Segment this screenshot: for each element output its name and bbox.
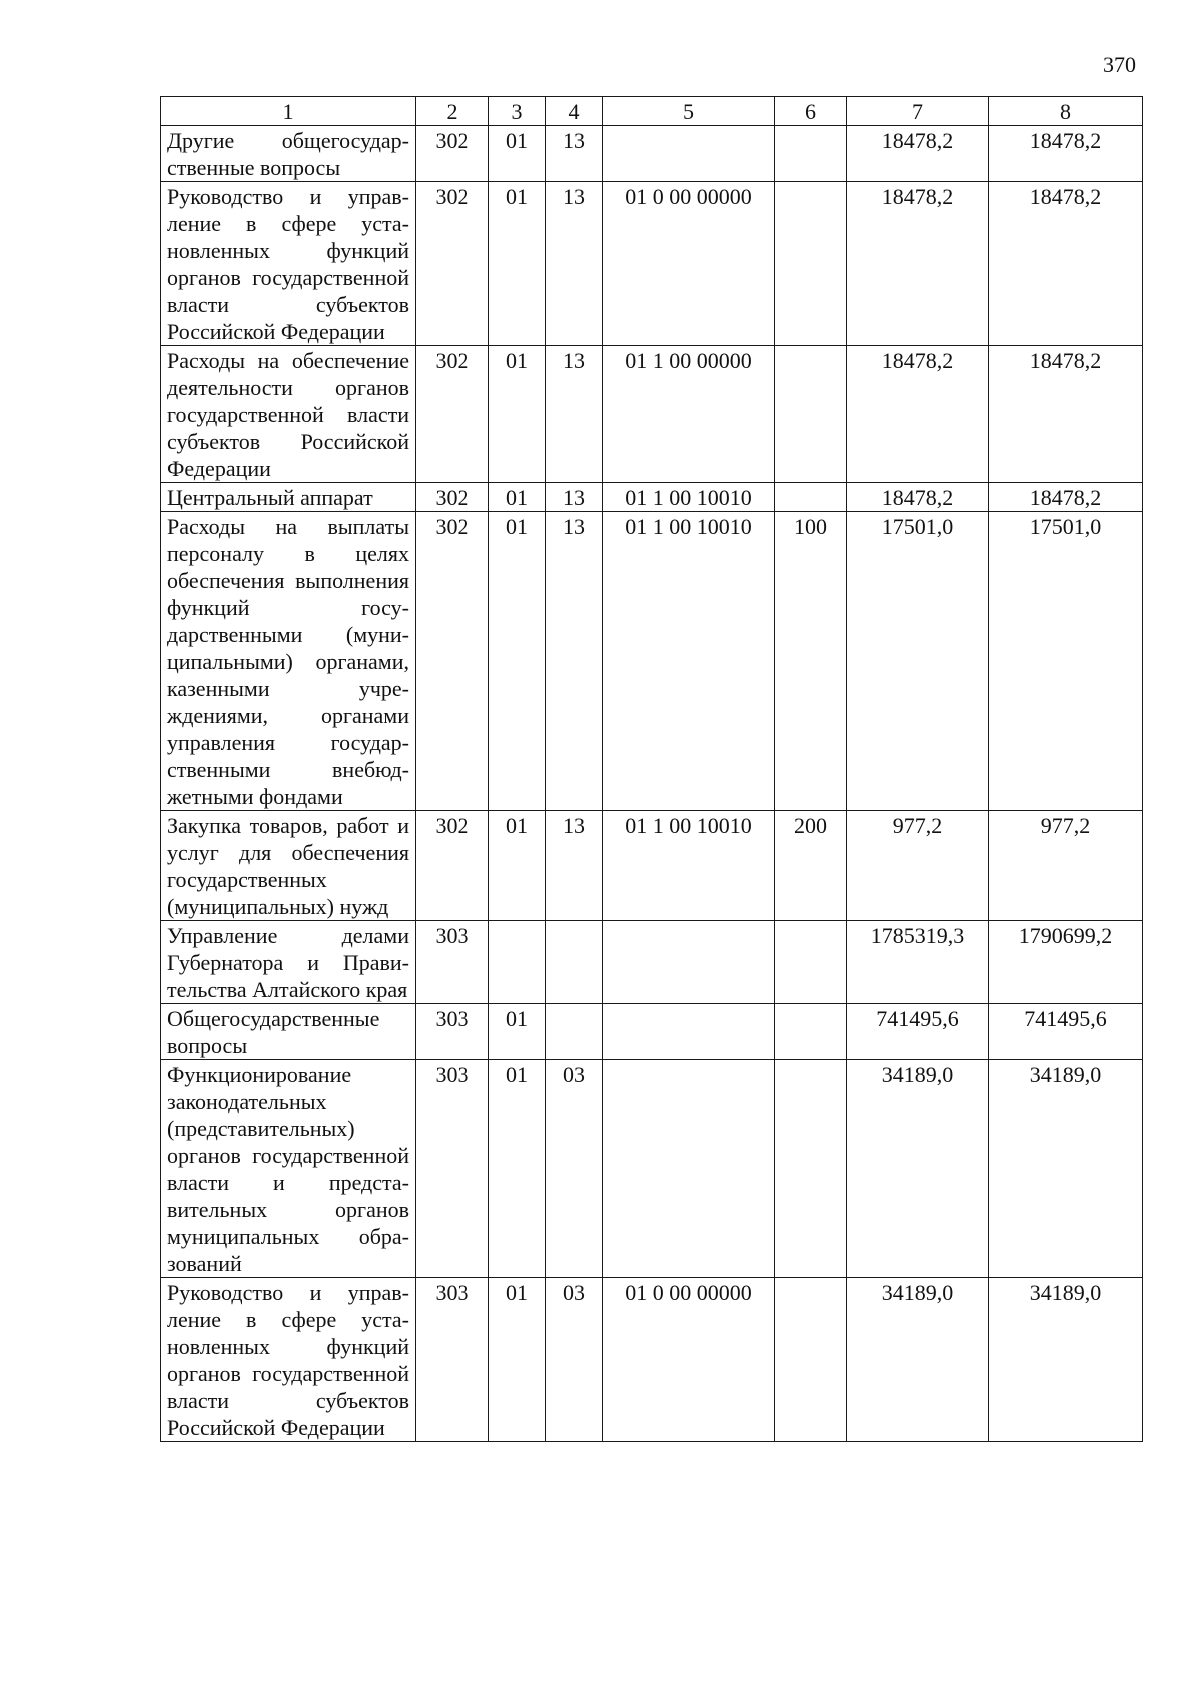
ministry-code-cell: 302 [416, 126, 489, 182]
column-header: 1 [161, 97, 416, 126]
column-header: 3 [489, 97, 546, 126]
table-row [161, 126, 1143, 182]
ministry-code-cell: 302 [416, 512, 489, 811]
amount-cell-col7: 18478,2 [847, 126, 989, 182]
expense-type-cell [775, 126, 847, 182]
subsection-code-cell [546, 921, 603, 1004]
column-header: 8 [989, 97, 1143, 126]
section-code-cell: 01 [489, 346, 546, 483]
column-header: 6 [775, 97, 847, 126]
ministry-code-cell: 302 [416, 811, 489, 921]
column-header: 5 [603, 97, 775, 126]
subsection-code-cell [546, 1004, 603, 1060]
row-name-cell: Центральный аппарат [161, 483, 416, 512]
ministry-code-cell: 303 [416, 1004, 489, 1060]
section-code-cell: 01 [489, 182, 546, 346]
target-article-cell: 01 1 00 10010 [603, 512, 775, 811]
row-name-cell: Другие общегосударственные вопросы [161, 126, 416, 182]
section-code-cell: 01 [489, 811, 546, 921]
subsection-code-cell: 13 [546, 512, 603, 811]
expense-type-cell [775, 346, 847, 483]
amount-cell-col8: 18478,2 [989, 126, 1143, 182]
subsection-code-cell: 13 [546, 483, 603, 512]
expense-type-cell [775, 483, 847, 512]
amount-cell-col8: 18478,2 [989, 346, 1143, 483]
ministry-code-cell: 302 [416, 483, 489, 512]
amount-cell-col8: 977,2 [989, 811, 1143, 921]
column-header: 4 [546, 97, 603, 126]
row-name-cell: Управление делами Губернатора и Правительства Алтайского края [161, 921, 416, 1004]
amount-cell-col8: 34189,0 [989, 1278, 1143, 1442]
amount-cell-col8: 17501,0 [989, 512, 1143, 811]
amount-cell-col7: 977,2 [847, 811, 989, 921]
amount-cell-col7: 34189,0 [847, 1060, 989, 1278]
table-row [161, 921, 1143, 1004]
ministry-code-cell: 303 [416, 1060, 489, 1278]
subsection-code-cell: 03 [546, 1060, 603, 1278]
column-header: 7 [847, 97, 989, 126]
subsection-code-cell: 13 [546, 182, 603, 346]
target-article-cell: 01 0 00 00000 [603, 182, 775, 346]
target-article-cell: 01 0 00 00000 [603, 1278, 775, 1442]
expense-type-cell: 200 [775, 811, 847, 921]
section-code-cell: 01 [489, 1278, 546, 1442]
page-number: 370 [1103, 52, 1136, 77]
section-code-cell: 01 [489, 1060, 546, 1278]
amount-cell-col8: 741495,6 [989, 1004, 1143, 1060]
row-name-cell: Функционирование законодательных (представительных) органов государственной власти и представительных органов муниципальных образований [161, 1060, 416, 1278]
expense-type-cell: 100 [775, 512, 847, 811]
target-article-cell [603, 921, 775, 1004]
expense-type-cell [775, 1060, 847, 1278]
table-header-row [161, 97, 1143, 126]
ministry-code-cell: 302 [416, 182, 489, 346]
amount-cell-col8: 1790699,2 [989, 921, 1143, 1004]
amount-cell-col8: 18478,2 [989, 182, 1143, 346]
section-code-cell: 01 [489, 126, 546, 182]
ministry-code-cell: 303 [416, 1278, 489, 1442]
row-name-cell: Расходы на обеспечение деятельности органов государственной власти субъектов Российской Федерации [161, 346, 416, 483]
section-code-cell: 01 [489, 1004, 546, 1060]
column-header: 2 [416, 97, 489, 126]
amount-cell-col7: 18478,2 [847, 182, 989, 346]
table-row [161, 483, 1143, 512]
row-name-cell: Руководство и управление в сфере установленных функций органов государственной власти субъектов Российской Федерации [161, 182, 416, 346]
amount-cell-col8: 34189,0 [989, 1060, 1143, 1278]
subsection-code-cell: 13 [546, 346, 603, 483]
expense-type-cell [775, 182, 847, 346]
subsection-code-cell: 13 [546, 126, 603, 182]
expense-type-cell [775, 1004, 847, 1060]
row-name-cell: Закупка товаров, работ и услуг для обеспечения государственных (муниципальных) нужд [161, 811, 416, 921]
target-article-cell: 01 1 00 10010 [603, 483, 775, 512]
row-name-cell: Руководство и управление в сфере установленных функций органов государственной власти субъектов Российской Федерации [161, 1278, 416, 1442]
table-row [161, 512, 1143, 811]
amount-cell-col7: 17501,0 [847, 512, 989, 811]
target-article-cell [603, 1060, 775, 1278]
amount-cell-col7: 741495,6 [847, 1004, 989, 1060]
amount-cell-col7: 34189,0 [847, 1278, 989, 1442]
target-article-cell: 01 1 00 00000 [603, 346, 775, 483]
section-code-cell: 01 [489, 483, 546, 512]
amount-cell-col7: 18478,2 [847, 483, 989, 512]
row-name-cell: Расходы на выплаты персоналу в целях обеспечения выполнения функций государственными (муниципальными) органами, казенными учреждениями, органами управления государственными внебюджетными фондами [161, 512, 416, 811]
table-row [161, 182, 1143, 346]
table-row [161, 346, 1143, 483]
subsection-code-cell: 03 [546, 1278, 603, 1442]
table-row [161, 1004, 1143, 1060]
table-row [161, 1278, 1143, 1442]
section-code-cell [489, 921, 546, 1004]
section-code-cell: 01 [489, 512, 546, 811]
amount-cell-col7: 1785319,3 [847, 921, 989, 1004]
amount-cell-col7: 18478,2 [847, 346, 989, 483]
table-row [161, 811, 1143, 921]
row-name-cell: Общегосударственные вопросы [161, 1004, 416, 1060]
target-article-cell [603, 1004, 775, 1060]
table-row [161, 1060, 1143, 1278]
budget-table [160, 96, 1143, 1442]
amount-cell-col8: 18478,2 [989, 483, 1143, 512]
target-article-cell [603, 126, 775, 182]
target-article-cell: 01 1 00 10010 [603, 811, 775, 921]
expense-type-cell [775, 921, 847, 1004]
ministry-code-cell: 303 [416, 921, 489, 1004]
ministry-code-cell: 302 [416, 346, 489, 483]
subsection-code-cell: 13 [546, 811, 603, 921]
expense-type-cell [775, 1278, 847, 1442]
